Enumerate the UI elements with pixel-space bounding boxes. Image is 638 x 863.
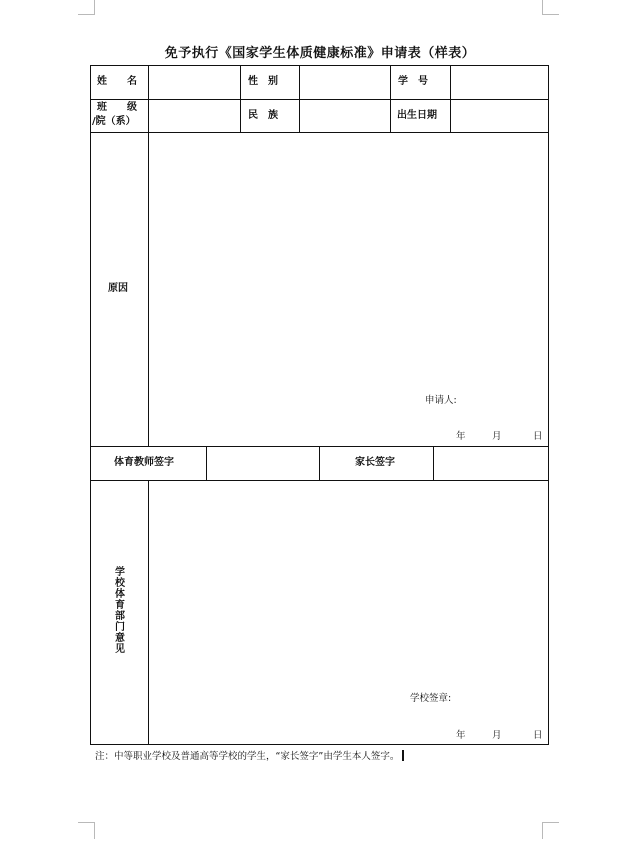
school-date-year: 年 (456, 730, 466, 741)
pe-teacher-signature-label: 体育教师签字 (114, 457, 174, 468)
birthdate-label: 出生日期 (397, 110, 437, 121)
school-date-day: 日 (533, 730, 543, 741)
school-date-month: 月 (492, 730, 502, 741)
reason-date-year: 年 (456, 431, 466, 442)
class-input[interactable] (149, 100, 240, 132)
class-label-line1: 班 级 (97, 102, 137, 113)
pe-teacher-signature-field[interactable] (207, 447, 319, 480)
ethnicity-input[interactable] (300, 100, 390, 132)
text-cursor (402, 750, 404, 761)
student-id-input[interactable] (451, 66, 548, 99)
name-input[interactable] (149, 66, 240, 99)
gender-input[interactable] (300, 66, 390, 99)
reason-label: 原因 (108, 283, 128, 294)
school-opinion-input[interactable] (149, 481, 548, 681)
col-divider (390, 65, 391, 132)
reason-date-day: 日 (533, 431, 543, 442)
name-label: 姓 名 (97, 76, 137, 87)
page-corner-mark-bottom-left (78, 822, 95, 839)
student-id-label: 学 号 (398, 76, 428, 87)
school-seal-label: 学校签章: (410, 693, 452, 704)
reason-input[interactable] (149, 133, 548, 383)
page-corner-mark-top-left (78, 0, 95, 15)
applicant-label: 申请人: (425, 395, 457, 406)
birthdate-input[interactable] (451, 100, 548, 132)
page-corner-mark-top-right (542, 0, 559, 15)
col-divider (319, 446, 320, 480)
footnote (95, 748, 404, 762)
class-label-line2: /院（系） (92, 116, 136, 127)
reason-date-month: 月 (492, 431, 502, 442)
gender-label: 性 别 (248, 76, 278, 87)
school-opinion-label: 学校体育部门意见 (115, 567, 125, 655)
form-title: 免予执行《国家学生体质健康标准》申请表（样表） (164, 46, 476, 61)
col-divider (240, 65, 241, 132)
parent-signature-label: 家长签字 (355, 457, 395, 468)
page-corner-mark-bottom-right (542, 822, 559, 839)
parent-signature-field[interactable] (434, 447, 548, 480)
ethnicity-label: 民 族 (248, 110, 278, 121)
footnote-text: 注：中等职业学校及普通高等学校的学生，“家长签字”由学生本人签字。 (95, 751, 400, 762)
